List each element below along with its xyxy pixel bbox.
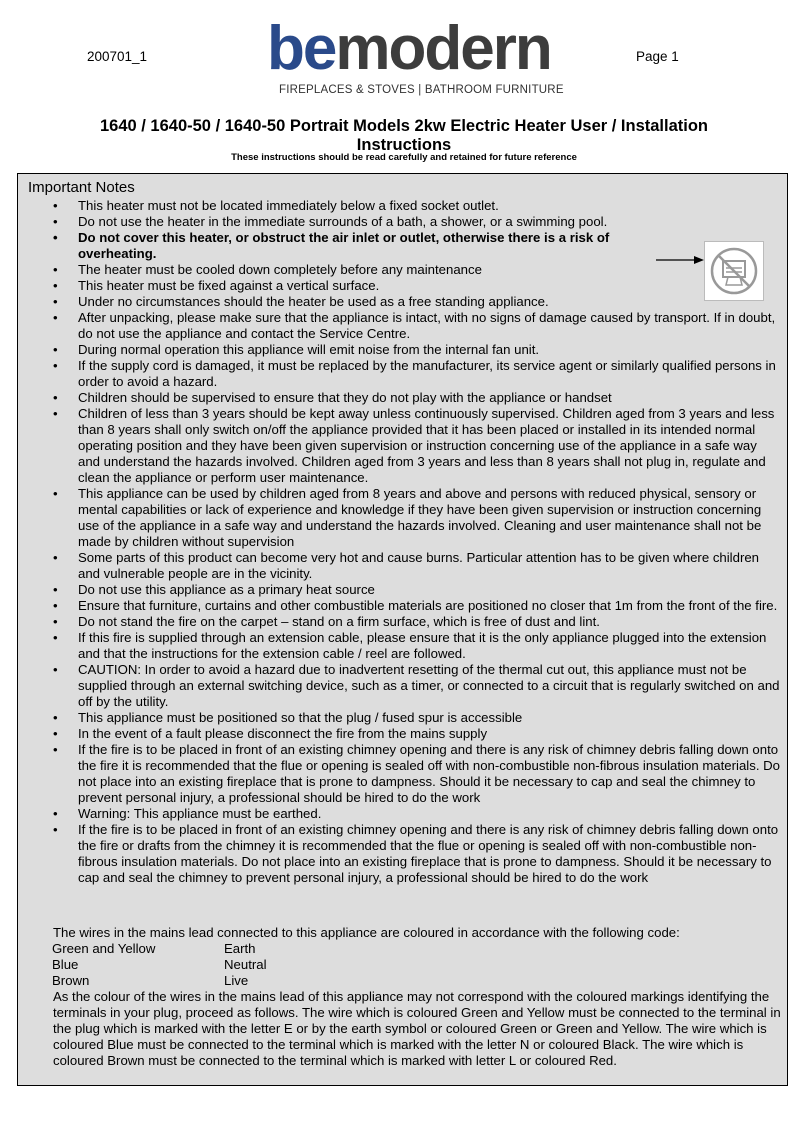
note-item: • During normal operation this appliance will emit noise from the internal fan unit. xyxy=(18,342,789,358)
document-subtitle: These instructions should be read carefully and retained for future reference xyxy=(231,152,577,163)
notes-heading: Important Notes xyxy=(28,179,135,196)
note-item: • Children should be supervised to ensure that they do not play with the appliance or handset xyxy=(18,390,789,406)
logo-prefix: be xyxy=(267,14,336,83)
note-item: • Under no circumstances should the heater be used as a free standing appliance. xyxy=(18,294,789,310)
wire-role: Neutral xyxy=(224,957,267,972)
note-item: • If the fire is to be placed in front of an existing chimney opening and there is any risk of chimney debris falling down onto the fire it is recommended that the flue or opening is sealed off with non-combustible non-fibrous insulation materials. Do not place into an existing fireplace that is prone to dampness. Should it be necessary to cap and seal the chimney to prevent personal injury, a professional should be hired to do the work xyxy=(18,742,789,806)
wire-code-row xyxy=(53,973,783,989)
note-item: • Children of less than 3 years should be kept away unless continuously supervised. Children aged from 3 years and less than 8 years shall only switch on/off the appliance provided that it has been placed or installed in its intended normal operating position and they have been given supervision or instruction concerning use of the appliance in a safe way and understand the hazards involved. Children aged from 3 years and less than 8 years shall not plug in, regulate and clean the appliance or perform user maintenance. xyxy=(18,406,789,486)
brand-logo xyxy=(267,14,564,100)
note-item: • Do not use the heater in the immediate surrounds of a bath, a shower, or a swimming pool. xyxy=(18,214,789,230)
note-item: • This appliance must be positioned so that the plug / fused spur is accessible xyxy=(18,710,789,726)
note-item: • Ensure that furniture, curtains and other combustible materials are positioned no closer that 1m from the front of the fire. xyxy=(18,598,789,614)
important-notes-panel xyxy=(17,173,788,1086)
note-item: • This appliance can be used by children aged from 8 years and above and persons with reduced physical, sensory or mental capabilities or lack of experience and knowledge if they have been given supervision or instruction concerning use of the appliance in a safe way and understand the hazards involved. Cleaning and user maintenance shall not be made by children without supervision xyxy=(18,486,789,550)
wiring-intro: The wires in the mains lead connected to this appliance are coloured in accordance with the following code: xyxy=(53,925,680,940)
page-number: Page 1 xyxy=(636,49,679,64)
note-item: • If the supply cord is damaged, it must be replaced by the manufacturer, its service agent or similarly qualified persons in order to avoid a hazard. xyxy=(18,358,789,390)
wire-code-row xyxy=(53,941,783,957)
wire-colour: Brown xyxy=(52,973,90,988)
logo-wordmark xyxy=(267,14,551,84)
note-item: • Some parts of this product can become very hot and cause burns. Particular attention has to be given where children and vulnerable people are in the vicinity. xyxy=(18,550,789,582)
arrow-right-icon xyxy=(656,254,704,266)
note-item: • If the fire is to be placed in front of an existing chimney opening and there is any risk of chimney debris falling down onto the fire or drafts from the chimney it is recommended that the flue or opening is sealed off with non-combustible non-fibrous insulation materials. Do not place into an existing fireplace that is prone to dampness. Should it be necessary to cap and seal the chimney to prevent personal injury, a professional should be hired to do the work xyxy=(18,822,789,886)
document-title: 1640 / 1640-50 / 1640-50 Portrait Models 2kw Electric Heater User / Installation Instructions xyxy=(99,117,709,154)
note-item: • This heater must not be located immediately below a fixed socket outlet. xyxy=(18,198,789,214)
wire-role: Earth xyxy=(224,941,256,956)
note-item: • After unpacking, please make sure that the appliance is intact, with no signs of damage caused by transport. If in doubt, do not use the appliance and contact the Service Centre. xyxy=(18,310,789,342)
wiring-instructions: As the colour of the wires in the mains lead of this appliance may not correspond with the coloured markings identifying the terminals in your plug, proceed as follows. The wire which is coloured Green and Yellow must be connected to the terminal in the plug which is marked with the letter E or by the earth symbol or coloured Green or Green and Yellow. The wire which is coloured Blue must be connected to the terminal which is marked with the letter N or coloured Black. The wire which is coloured Brown must be connected to the terminal which is marked with letter L or coloured Red. xyxy=(53,989,781,1068)
notes-list xyxy=(18,198,789,886)
note-item: • Do not stand the fire on the carpet – stand on a firm surface, which is free of dust and lint. xyxy=(18,614,789,630)
note-item: • If this fire is supplied through an extension cable, please ensure that it is the only appliance plugged into the extension and that the instructions for the extension cable / reel are followed. xyxy=(18,630,789,662)
wire-code-row xyxy=(53,957,783,973)
do-not-cover-icon xyxy=(704,241,764,301)
note-item: • Warning: This appliance must be earthed. xyxy=(18,806,789,822)
note-item: • Do not use this appliance as a primary heat source xyxy=(18,582,789,598)
note-item: • In the event of a fault please disconnect the fire from the mains supply xyxy=(18,726,789,742)
wire-role: Live xyxy=(224,973,249,988)
note-item-warning: • Do not cover this heater, or obstruct the air inlet or outlet, otherwise there is a risk of overheating. xyxy=(18,230,789,262)
logo-suffix: modern xyxy=(335,14,551,83)
logo-tagline: FIREPLACES & STOVES | BATHROOM FURNITURE xyxy=(279,84,564,96)
note-item: • This heater must be fixed against a vertical surface. xyxy=(18,278,789,294)
wire-colour: Green and Yellow xyxy=(52,941,156,956)
note-item: • CAUTION: In order to avoid a hazard due to inadvertent resetting of the thermal cut out, this appliance must not be supplied through an external switching device, such as a timer, or connected to a circuit that is regularly switched on and off by the utility. xyxy=(18,662,789,710)
wire-colour: Blue xyxy=(52,957,79,972)
wiring-section xyxy=(53,925,783,1069)
doc-reference: 200701_1 xyxy=(87,49,148,64)
note-item: • The heater must be cooled down completely before any maintenance xyxy=(18,262,789,278)
